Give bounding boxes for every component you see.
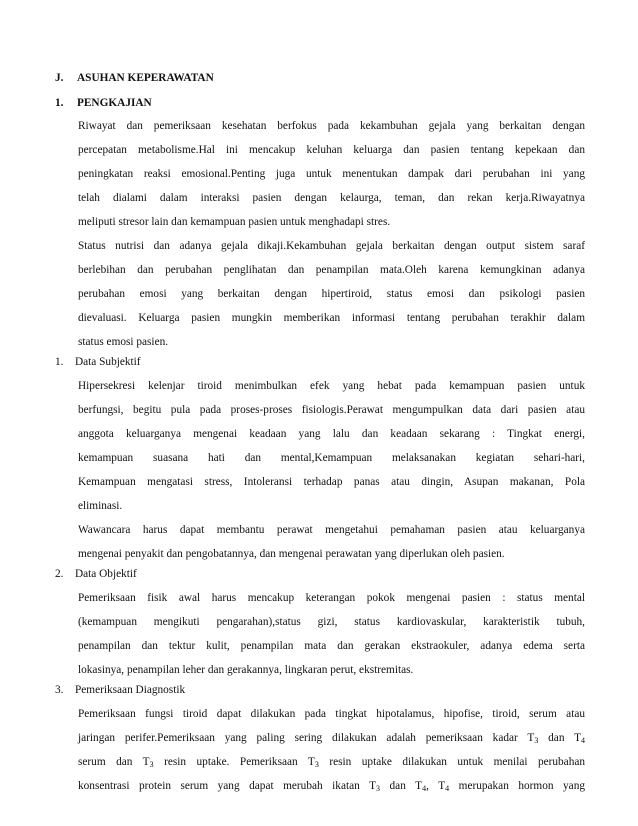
paragraph-line: berfungsi, begitu pula pada proses-proses fisiologis.Perawat mengumpulkan data dari pasien atau [78, 404, 585, 416]
subscript: 3 [376, 784, 380, 793]
paragraph-line: Pemeriksaan fisik awal harus mencakup keterangan pokok mengenai pasien : status mental [78, 592, 585, 604]
paragraph-line: lokasinya, penampilan leher dan gerakannya, lingkaran perut, ekstremitas. [78, 664, 414, 676]
paragraph-line [78, 754, 585, 770]
subsection-heading-data-objektif [55, 568, 137, 580]
section-title: ASUHAN KEPERAWATAN [77, 72, 214, 84]
section-title: PENGKAJIAN [77, 97, 152, 109]
paragraph-line: telah dialami dalam interaksi pasien dengan kelaurga, teman, dan rekan kerja.Riwayatnya [78, 192, 585, 204]
text-run: dan T [380, 780, 423, 792]
text-run: resin uptake. Pemeriksaan T [153, 756, 315, 768]
subscript: 4 [581, 736, 586, 745]
paragraph-line [78, 778, 585, 794]
section-number: J. [55, 72, 64, 84]
paragraph-line: berlebihan dan perubahan penglihatan dan penampilan mata.Oleh karena kemungkinan adanya [78, 264, 585, 276]
subscript: 3 [314, 760, 319, 769]
paragraph-line: kemampuan suasana hati dan mental,Kemampuan melaksanakan kegiatan sehari-hari, [78, 452, 585, 464]
text-run: serum dan T [78, 756, 150, 768]
paragraph-line: percepatan metabolisme.Hal ini mencakup keluhan keluarga dan pasien tentang kepekaan dan [78, 144, 585, 156]
paragraph-line [78, 730, 585, 746]
subsection-title: Data Subjektif [75, 356, 141, 368]
paragraph-line: status emosi pasien. [78, 336, 169, 348]
text-run: jaringan perifer.Pemeriksaan yang paling sering dilakukan adalah pemeriksaan kadar T [78, 732, 535, 744]
paragraph-line: dievaluasi. Keluarga pasien mungkin memberikan informasi tentang perubahan terakhir dalam [78, 312, 585, 324]
paragraph-line: Riwayat dan pemeriksaan kesehatan berfokus pada kekambuhan gejala yang berkaitan dengan [78, 120, 585, 132]
subsection-title: Data Objektif [75, 568, 137, 580]
subsection-title: Pemeriksaan Diagnostik [75, 684, 186, 696]
paragraph-line: (kemampuan mengikuti pengarahan),status gizi, status kardiovaskular, karakteristik tubuh, [78, 616, 585, 628]
subsection-heading-data-subjektif [55, 356, 141, 368]
paragraph-line: peningkatan reaksi emosional.Penting juga untuk menentukan dampak dari perubahan ini yang [78, 168, 585, 180]
paragraph-line: mengenai penyakit dan pengobatannya, dan mengenai perawatan yang diperlukan oleh pasien. [78, 548, 505, 560]
section-heading-j [55, 72, 214, 84]
text-run: dan T [538, 732, 582, 744]
subsection-heading-pemeriksaan-diagnostik [55, 684, 185, 696]
paragraph-line: penampilan dan tektur kulit, penampilan mata dan gerakan ekstraokuler, adanya edema serta [78, 640, 585, 652]
subscript: 3 [534, 736, 539, 745]
text-run: konsentrasi protein serum yang dapat merubah ikatan T [78, 780, 376, 792]
paragraph-line: Hipersekresi kelenjar tiroid menimbulkan efek yang hebat pada kemampuan pasien untuk [78, 380, 585, 392]
text-run: , T [426, 780, 446, 792]
section-number: 1. [55, 97, 64, 109]
paragraph-line: perubahan emosi yang berkaitan dengan hipertiroid, status emosi dan psikologi pasien [78, 288, 585, 300]
paragraph-line: Pemeriksaan fungsi tiroid dapat dilakukan pada tingkat hipotalamus, hipofise, tiroid, serum atau [78, 708, 585, 720]
paragraph-line: Wawancara harus dapat membantu perawat mengetahui pemahaman pasien atau keluarganya [78, 524, 585, 536]
text-run: merupakan hormon yang [449, 780, 585, 792]
paragraph-line: Status nutrisi dan adanya gejala dikaji.Kekambuhan gejala berkaitan dengan output sistem saraf [78, 240, 585, 252]
paragraph-line: eliminasi. [78, 500, 123, 512]
subsection-number: 1. [55, 356, 64, 368]
subscript: 4 [422, 784, 427, 793]
paragraph-line: Kemampuan mengatasi stress, Intoleransi terhadap panas atau dingin, Asupan makanan, Pola [78, 476, 585, 488]
subscript: 3 [149, 760, 154, 769]
paragraph-line: anggota keluarganya mengenai keadaan yang lalu dan keadaan sekarang : Tingkat energi, [78, 428, 585, 440]
text-run: resin uptake dilakukan untuk menilai perubahan [318, 756, 586, 768]
subscript: 4 [445, 784, 450, 793]
paragraph-line: meliputi stresor lain dan kemampuan pasien untuk menghadapi stres. [78, 216, 391, 228]
section-heading-pengkajian [55, 97, 152, 109]
subsection-number: 3. [55, 684, 64, 696]
subsection-number: 2. [55, 568, 64, 580]
